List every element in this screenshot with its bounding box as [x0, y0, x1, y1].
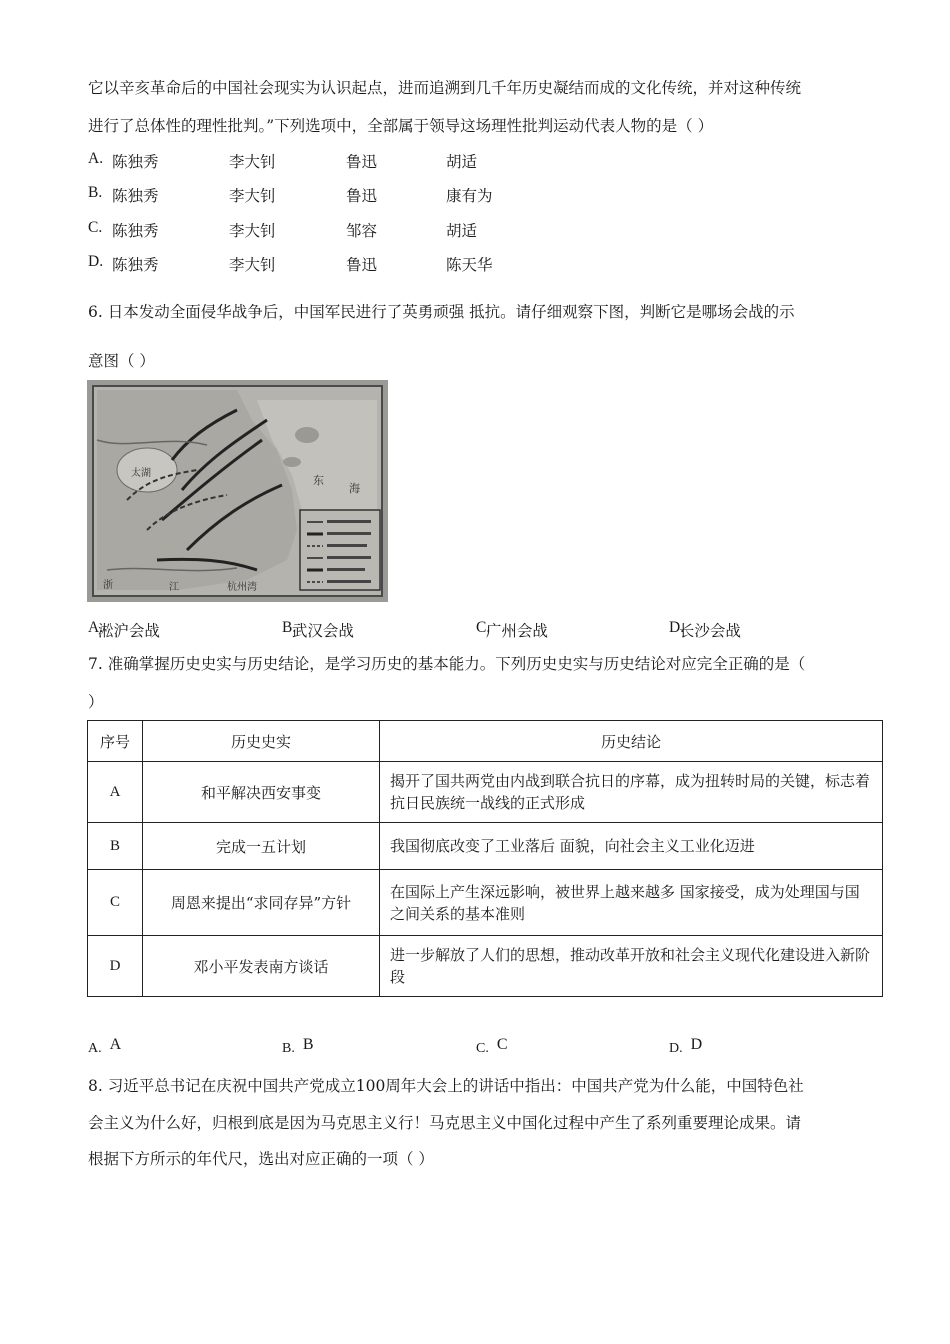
- q7-stem-line2: ）: [88, 693, 104, 711]
- q7-option-b[interactable]: B. B: [282, 1036, 314, 1056]
- map-label-sea2: 海: [349, 482, 360, 495]
- q5-stem-line1: 它以辛亥革命后的中国社会现实为认识起点，进而追溯到几千年历史凝结而成的文化传统，并对这种传统: [88, 79, 802, 97]
- q8-stem-line1: 8. 习近平总书记在庆祝中国共产党成立100周年大会上的讲话中指出：中国共产党为什么能，中国特色社: [88, 1077, 804, 1095]
- q8-stem-line2: 会主义为什么好，归根到底是因为马克思主义行！马克思主义中国化过程中产生了系列重要理论成果。请: [88, 1114, 802, 1132]
- q6-stem-line1: 6. 日本发动全面侵华战争后，中国军民进行了英勇顽强 抵抗。请仔细观察下图，判断它是哪场会战的示: [88, 303, 795, 321]
- q6-option-a[interactable]: A. 淞沪会战: [88, 619, 160, 640]
- q7-option-a[interactable]: A. A: [88, 1036, 122, 1056]
- q7-stem-line1: 7. 准确掌握历史史实与历史结论，是学习历史的基本能力。下列历史史实与历史结论对应完全正确的是（: [88, 655, 806, 673]
- table-header-row: [88, 721, 883, 762]
- col-header-conclusion: 历史结论: [380, 721, 883, 762]
- map-label-river2: 江: [169, 582, 179, 593]
- q6-stem-line2: 意图（ ）: [88, 352, 155, 370]
- q6-option-b[interactable]: B. 武汉会战: [282, 619, 354, 640]
- map-label-sea: 东: [313, 474, 324, 487]
- col-header-fact: 历史史实: [143, 721, 380, 762]
- q5-stem-line2: 进行了总体性的理性批判。”下列选项中，全部属于领导这场理性批判运动代表人物的是（ ）: [88, 117, 714, 135]
- map-label-lake: 太湖: [131, 468, 151, 479]
- q6-option-c[interactable]: C. 广州会战: [476, 619, 548, 640]
- map-label-river1: 浙: [103, 580, 113, 591]
- battle-map-drawing: [87, 380, 388, 602]
- q7-option-d[interactable]: D. D: [669, 1036, 703, 1056]
- col-header-no: 序号: [88, 721, 143, 762]
- q8-stem-line3: 根据下方所示的年代尺，选出对应正确的一项（ ）: [88, 1150, 434, 1168]
- table-row: D 邓小平发表南方谈话 进一步解放了人们的思想，推动改革开放和社会主义现代化建设进入新阶段: [88, 936, 883, 997]
- battle-map-image: [87, 380, 388, 602]
- table-row: C 周恩来提出“求同存异”方针 在国际上产生深远影响，被世界上越来越多 国家接受，成为处理国与国之间关系的基本准则: [88, 870, 883, 936]
- facts-table: [87, 720, 883, 997]
- q7-option-c[interactable]: C. C: [476, 1036, 508, 1056]
- q6-option-d[interactable]: D. 长沙会战: [669, 619, 741, 640]
- table-row: B 完成一五计划 我国彻底改变了工业落后 面貌，向社会主义工业化迈进: [88, 823, 883, 870]
- table-row: A 和平解决西安事变 揭开了国共两党由内战到联合抗日的序幕，成为扭转时局的关键，标志着抗日民族统一战线的正式形成: [88, 762, 883, 823]
- map-label-bay: 杭州湾: [227, 582, 257, 593]
